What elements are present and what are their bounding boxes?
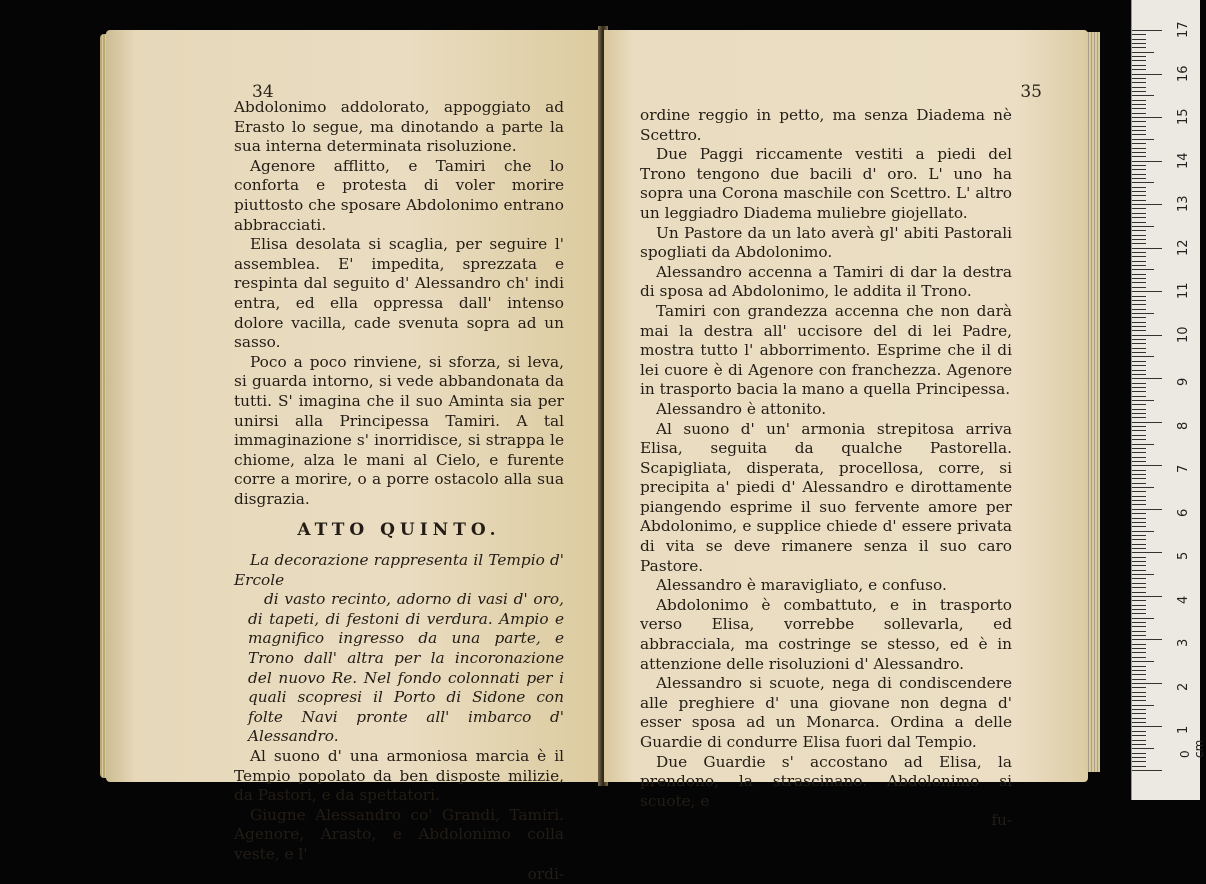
ruler-tick: [1132, 108, 1146, 109]
ruler-tick: [1132, 583, 1146, 584]
ruler-tick: [1132, 187, 1146, 188]
ruler-tick: [1132, 139, 1154, 140]
ruler-tick: [1132, 348, 1146, 349]
ruler-label: 2: [1176, 682, 1191, 691]
ruler-tick: [1132, 500, 1146, 501]
ruler-tick: [1132, 261, 1146, 262]
ruler-tick: [1132, 644, 1146, 645]
ruler-tick: [1132, 483, 1146, 484]
ruler-tick: [1132, 535, 1146, 536]
ruler-tick: [1132, 191, 1146, 192]
ruler-tick: [1132, 121, 1146, 122]
right-page-text: [640, 106, 1012, 831]
ruler-tick: [1132, 252, 1146, 253]
ruler-tick: [1132, 735, 1146, 736]
ruler-tick: [1132, 217, 1146, 218]
ruler-tick: [1132, 317, 1146, 318]
ruler-label: 4: [1176, 595, 1191, 604]
ruler-tick: [1132, 639, 1162, 640]
ruler-tick: [1132, 178, 1146, 179]
ruler-tick: [1132, 744, 1146, 745]
ruler-tick: [1132, 352, 1146, 353]
ruler-tick: [1132, 322, 1146, 323]
ruler-tick: [1132, 561, 1146, 562]
ruler-tick: [1132, 213, 1146, 214]
ruler-tick: [1132, 626, 1146, 627]
ruler-tick: [1132, 43, 1146, 44]
ruler-tick: [1132, 770, 1162, 771]
ruler-tick: [1132, 683, 1162, 684]
catchword: fu-: [991, 811, 1012, 830]
ruler-tick: [1132, 378, 1162, 379]
ruler-tick: [1132, 531, 1154, 532]
ruler-tick: [1132, 156, 1146, 157]
ruler-tick: [1132, 47, 1146, 48]
ruler-tick: [1132, 82, 1146, 83]
ruler-tick: [1132, 426, 1146, 427]
ruler-tick: [1132, 374, 1146, 375]
ruler-tick: [1132, 91, 1146, 92]
right-page-edges: [1086, 32, 1100, 772]
ruler-tick: [1132, 361, 1146, 362]
paragraph: Due Paggi riccamente vestiti a piedi del Trono tengono due bacili d' oro. L' uno ha sopra una Corona maschile con Scettro. L' altro un leggiadro Diadema muliebre giojellato.: [640, 145, 1012, 222]
ruler-tick: [1132, 705, 1154, 706]
ruler-tick: [1132, 148, 1146, 149]
ruler-tick: [1132, 291, 1162, 292]
ruler-tick: [1132, 674, 1146, 675]
ruler-tick: [1132, 78, 1146, 79]
ruler-tick: [1132, 496, 1146, 497]
ruler-tick: [1132, 74, 1162, 75]
ruler-tick: [1132, 248, 1162, 249]
ruler-tick: [1132, 600, 1146, 601]
ruler-tick: [1132, 687, 1146, 688]
ruler-tick: [1132, 518, 1146, 519]
ruler-tick: [1132, 113, 1146, 114]
ruler-tick: [1132, 592, 1146, 593]
ruler-tick: [1132, 740, 1146, 741]
ruler-tick: [1132, 60, 1146, 61]
paragraph: Alessandro è maravigliato, e confuso.: [656, 576, 947, 595]
ruler-tick: [1132, 417, 1146, 418]
ruler-label: 6: [1176, 508, 1191, 517]
ruler-label: 9: [1176, 377, 1191, 387]
ruler-tick: [1132, 470, 1146, 471]
ruler-tick: [1132, 444, 1154, 445]
ruler-tick: [1132, 670, 1146, 671]
ruler-tick: [1132, 143, 1146, 144]
ruler-tick: [1132, 430, 1146, 431]
ruler-tick: [1132, 383, 1146, 384]
ruler-tick: [1132, 696, 1146, 697]
scene-description: [234, 551, 564, 747]
ruler-tick: [1132, 605, 1146, 606]
ruler-tick: [1132, 487, 1154, 488]
ruler-tick: [1132, 461, 1146, 462]
ruler-label: 1: [1176, 726, 1191, 735]
ruler-tick: [1132, 226, 1154, 227]
ruler-tick: [1132, 409, 1146, 410]
catchword: ordi-: [527, 864, 564, 883]
ruler-tick: [1132, 52, 1154, 53]
ruler-tick: [1132, 552, 1162, 553]
ruler-tick: [1132, 722, 1146, 723]
left-page: [106, 30, 602, 883]
ruler-tick: [1132, 296, 1146, 297]
ruler-tick: [1132, 544, 1146, 545]
ruler-unit-label: 0 cm: [1178, 739, 1206, 758]
ruler-label: 14: [1176, 152, 1191, 169]
ruler-tick: [1132, 278, 1146, 279]
ruler-tick: [1132, 222, 1146, 223]
ruler-tick: [1132, 504, 1146, 505]
ruler-tick: [1132, 370, 1146, 371]
paragraph: Al suono d' un' armonia strepitosa arriva Elisa, seguita da qualche Pastorella. Scapigliata, disperata, procellosa, corre, si precipita a' piedi d' Alessandro e dirottamente piangendo esprime il suo fervente amore per Abdolonimo, e supplice chiede d' essere privata di vita se deve rimanere senza il suo caro Pastore.: [640, 419, 1012, 575]
ruler-tick: [1132, 452, 1146, 453]
ruler-label: 17: [1176, 21, 1191, 38]
ruler-tick: [1132, 387, 1146, 388]
ruler-tick: [1132, 587, 1146, 588]
ruler-label: 5: [1176, 552, 1191, 561]
ruler-label: 10: [1176, 326, 1191, 343]
ruler-tick: [1132, 300, 1146, 301]
ruler-tick: [1132, 65, 1146, 66]
ruler-tick: [1132, 726, 1162, 727]
ruler-tick: [1132, 509, 1162, 510]
ruler-tick: [1132, 100, 1146, 101]
ruler-tick: [1132, 117, 1162, 118]
ruler-tick: [1132, 465, 1162, 466]
ruler-tick: [1132, 161, 1162, 162]
ruler-label: 8: [1176, 421, 1191, 430]
paragraph: ordine reggio in petto, ma senza Diadema nè Scettro.: [640, 106, 1012, 144]
ruler-tick: [1132, 700, 1146, 701]
ruler-tick: [1132, 666, 1146, 667]
ruler-label: 15: [1176, 108, 1191, 126]
ruler-tick: [1132, 400, 1154, 401]
ruler-tick: [1132, 609, 1146, 610]
ruler-tick: [1132, 174, 1146, 175]
ruler-tick: [1132, 200, 1146, 201]
left-page-text: [234, 98, 564, 884]
ruler-tick: [1132, 313, 1154, 314]
ruler-tick: [1132, 256, 1146, 257]
ruler-tick: [1132, 613, 1146, 614]
ruler-tick: [1132, 287, 1146, 288]
ruler-tick: [1132, 631, 1146, 632]
ruler-tick: [1132, 522, 1146, 523]
ruler-tick: [1132, 570, 1146, 571]
ruler-tick: [1132, 339, 1146, 340]
paragraph: Alessandro accenna a Tamiri di dar la destra di sposa ad Abdolonimo, le addita il Trono.: [640, 262, 1012, 301]
ruler-tick: [1132, 34, 1146, 35]
ruler-tick: [1132, 709, 1146, 710]
ruler-tick: [1132, 753, 1146, 754]
ruler-tick: [1132, 326, 1146, 327]
ruler-tick: [1132, 548, 1146, 549]
paragraph: Agenore afflitto, e Tamiri che lo conforta e protesta di voler morire piuttosto che sposare Abdolonimo entrano abbracciati.: [234, 156, 564, 234]
ruler-tick: [1132, 56, 1146, 57]
ruler-tick: [1132, 448, 1146, 449]
ruler-tick: [1132, 761, 1146, 762]
measurement-ruler: [1131, 0, 1206, 800]
paragraph: Abdolonimo è combattuto, e in trasporto verso Elisa, vorrebbe sollevarla, ed abbracciala, ma costringe se stesso, ed è in attenzione delle risoluzioni d' Alessandro.: [640, 595, 1012, 673]
ruler-tick: [1132, 635, 1146, 636]
ruler-tick: [1132, 195, 1146, 196]
ruler-tick: [1132, 457, 1146, 458]
ruler-tick: [1132, 618, 1154, 619]
left-page-number: 34: [252, 82, 274, 102]
ruler-tick: [1132, 182, 1154, 183]
ruler-tick: [1132, 513, 1146, 514]
ruler-tick: [1132, 126, 1146, 127]
ruler-tick: [1132, 274, 1146, 275]
ruler-tick: [1132, 304, 1146, 305]
paragraph: Tamiri con grandezza accenna che non darà mai la destra all' uccisore del di lei Padre, mostra tutto l' abborrimento. Esprime che il di lei cuore è di Agenore con franchezza. Agenore in trasporto bacia la mano a quella Principessa.: [640, 301, 1012, 399]
paragraph: Alessandro si scuote, nega di condiscendere alle preghiere d' una giovane non degna d' esser sposa ad un Monarca. Ordina a delle Guardie di condurre Elisa fuori dal Tempio.: [640, 674, 1012, 751]
ruler-label: 3: [1176, 639, 1191, 648]
scene-description-first-line: La decorazione rappresenta il Tempio d' Ercole: [234, 551, 564, 589]
ruler-tick: [1132, 713, 1146, 714]
ruler-tick: [1132, 30, 1162, 31]
ruler-tick: [1132, 731, 1146, 732]
ruler-tick: [1132, 235, 1146, 236]
paragraph: Un Pastore da un lato averà gl' abiti Pastorali spogliati da Abdolonimo.: [640, 223, 1012, 262]
ruler-tick: [1132, 265, 1146, 266]
ruler-tick: [1132, 757, 1146, 758]
ruler-tick: [1132, 208, 1146, 209]
ruler-tick: [1132, 134, 1146, 135]
ruler-tick: [1132, 652, 1146, 653]
ruler-tick: [1132, 335, 1162, 336]
ruler-tick: [1132, 565, 1146, 566]
ruler-tick: [1132, 413, 1146, 414]
ruler-tick: [1132, 574, 1154, 575]
ruler-tick: [1132, 69, 1146, 70]
right-page-number: 35: [1020, 82, 1042, 102]
ruler-tick: [1132, 491, 1146, 492]
ruler-tick: [1132, 130, 1146, 131]
ruler-tick: [1132, 596, 1162, 597]
ruler-label: 13: [1176, 195, 1191, 213]
ruler-tick: [1132, 169, 1146, 170]
paragraph: Al suono d' una armoniosa marcia è il Tempio popolato da ben disposte milizie, da Pastori, e da spettatori.: [234, 747, 564, 805]
paragraph: Giugne Alessandro co' Grandi, Tamiri. Agenore, Arasto, e Abdolonimo colla veste, e l': [234, 805, 564, 863]
ruler-label: 11: [1176, 282, 1191, 300]
ruler-tick: [1132, 309, 1146, 310]
ruler-tick: [1132, 87, 1146, 88]
paragraph: Poco a poco rinviene, si sforza, si leva, si guarda intorno, si vede abbandonata da tutti. S' imagina che il suo Aminta sia per unirsi alla Principessa Tamiri. A tal immaginazione s' inorridisce, si strappa le chiome, alza le mani al Cielo, e furente corre a morire, o a porre ostacolo alla sua disgrazia.: [234, 352, 564, 508]
ruler-tick: [1132, 748, 1154, 749]
ruler-tick: [1132, 474, 1146, 475]
ruler-tick: [1132, 578, 1146, 579]
ruler-tick: [1132, 152, 1146, 153]
ruler-tick: [1132, 365, 1146, 366]
ruler-tick: [1132, 282, 1146, 283]
ruler-tick: [1132, 343, 1146, 344]
ruler-tick: [1132, 478, 1146, 479]
ruler-tick: [1132, 557, 1146, 558]
ruler-tick: [1132, 766, 1146, 767]
ruler-tick: [1132, 230, 1146, 231]
ruler-tick: [1132, 526, 1146, 527]
ruler-tick: [1132, 95, 1154, 96]
ruler-tick: [1132, 239, 1146, 240]
ruler-tick: [1132, 330, 1146, 331]
ruler-tick: [1132, 622, 1146, 623]
ruler-label: 16: [1176, 64, 1191, 82]
paragraph: Abdolonimo addolorato, appoggiato ad Erasto lo segue, ma dinotando a parte la sua interna determinata risoluzione.: [234, 98, 564, 156]
ruler-tick: [1132, 539, 1146, 540]
ruler-tick: [1132, 439, 1146, 440]
ruler-tick: [1132, 679, 1146, 680]
ruler-label: 7: [1176, 465, 1191, 474]
ruler-tick: [1132, 657, 1146, 658]
ruler-tick: [1132, 165, 1146, 166]
open-book: [100, 26, 1100, 883]
ruler-tick: [1132, 661, 1154, 662]
ruler-tick: [1132, 204, 1162, 205]
ruler-tick: [1132, 104, 1146, 105]
ruler-tick: [1132, 391, 1146, 392]
ruler-tick: [1132, 718, 1146, 719]
ruler-tick: [1132, 648, 1146, 649]
paragraph: Elisa desolata si scaglia, per seguire l' assemblea. E' impedita, sprezzata e respinta dal seguito d' Alessandro ch' indi entra, ed ella oppressa dall' intenso dolore vacilla, cade svenuta sopra ad un sasso.: [234, 235, 564, 352]
paragraph: Due Guardie s' accostano ad Elisa, la prendono, la strascinano. Abdolonimo si scuote, e: [640, 752, 1012, 810]
ruler-tick: [1132, 396, 1146, 397]
ruler-tick: [1132, 422, 1162, 423]
ruler-tick: [1132, 404, 1146, 405]
act-heading: ATTO QUINTO.: [297, 520, 501, 541]
ruler-tick: [1132, 269, 1154, 270]
paragraph: Alessandro è attonito.: [656, 399, 827, 418]
ruler-tick: [1132, 39, 1146, 40]
right-page: [604, 30, 1088, 830]
ruler-tick: [1132, 243, 1146, 244]
ruler-label: 12: [1176, 239, 1191, 256]
scene-description-continued: di vasto recinto, adorno di vasi d' oro, di tapeti, di festoni di verdura. Ampio e magnifico ingresso da una parte, e Trono dall' altra per la incoronazione del nuovo Re. Nel fondo colonnati per i quali scopresi il Porto di Sidone con folte Navi pronte all' imbarco d' Alessandro.: [248, 590, 564, 746]
ruler-tick: [1132, 356, 1154, 357]
ruler-tick: [1132, 435, 1146, 436]
ruler-tick: [1132, 692, 1146, 693]
